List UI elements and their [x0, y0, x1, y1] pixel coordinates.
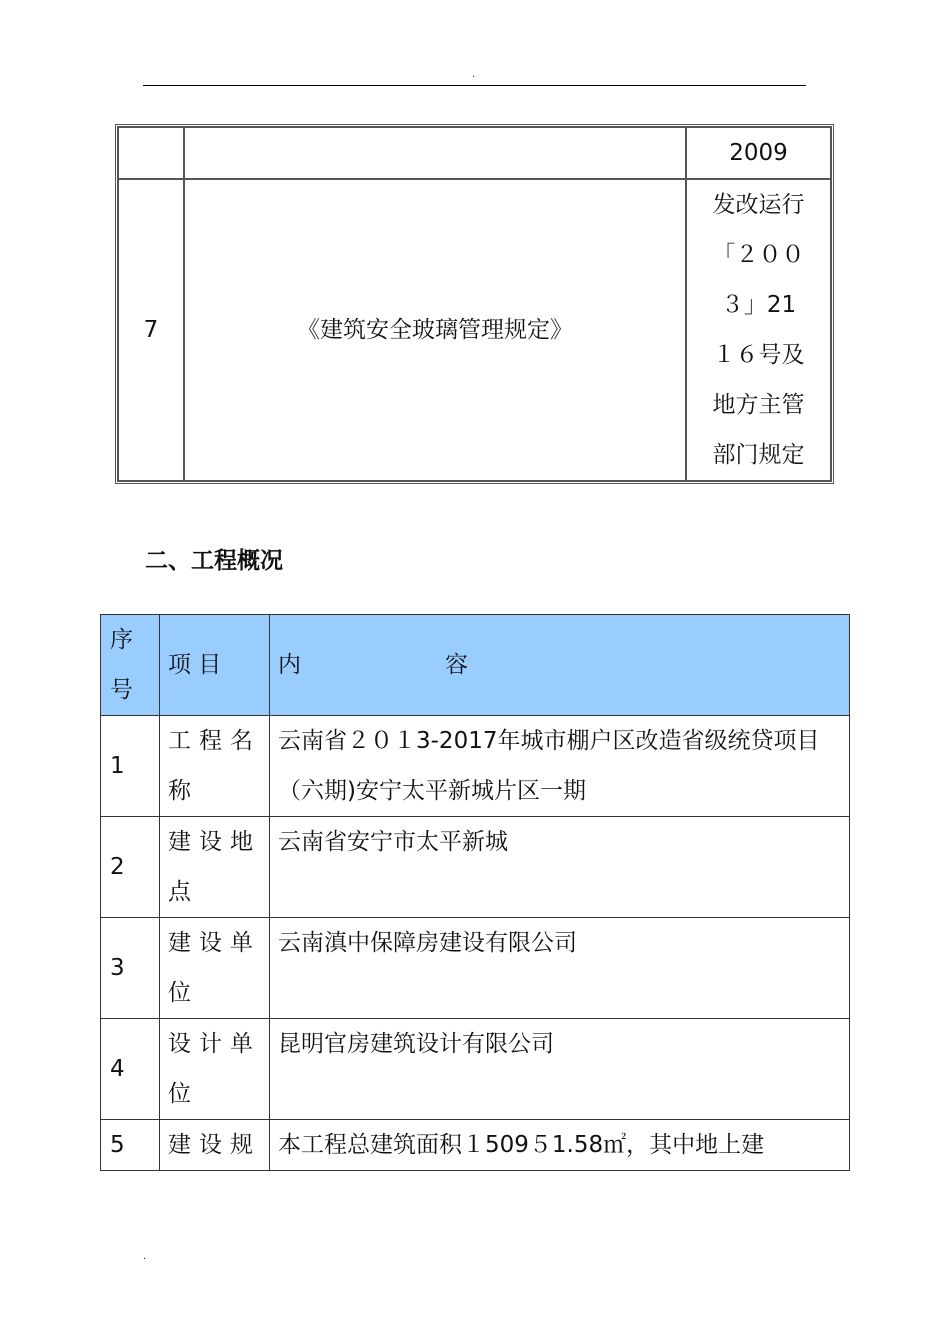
table-row	[101, 716, 850, 817]
doc-line: 2009	[729, 140, 788, 166]
header-item: 项 目	[160, 615, 270, 716]
row-content: 云南省２０１3-2017年城市棚户区改造省级统贷项目（六期)安宁太平新城片区一期	[270, 716, 850, 817]
row-item: 设计单位	[160, 1019, 270, 1120]
doc-line: 发改运行	[712, 192, 805, 218]
regulation-name	[184, 127, 686, 179]
section-title: 二、工程概况	[145, 548, 283, 574]
row-number: 3	[101, 918, 160, 1019]
doc-line: 部门规定	[712, 442, 805, 468]
row-number: 4	[101, 1019, 160, 1120]
row-number: 5	[101, 1120, 160, 1171]
doc-line: １６号及	[712, 342, 805, 368]
row-item: 建设单位	[160, 918, 270, 1019]
regulation-name: 《建筑安全玻璃管理规定》	[184, 179, 686, 481]
header-content-right: 容	[445, 652, 468, 678]
regulation-doc	[686, 127, 831, 179]
row-number: 7	[118, 179, 184, 481]
table-row	[101, 918, 850, 1019]
regulation-doc	[686, 179, 831, 481]
header-rule	[143, 85, 806, 86]
row-content: 云南滇中保障房建设有限公司	[270, 918, 850, 1019]
regulations-table-continued	[115, 124, 834, 484]
row-item: 工程名称	[160, 716, 270, 817]
table-row	[101, 1120, 850, 1171]
table-row	[101, 817, 850, 918]
row-item: 建设地点	[160, 817, 270, 918]
table-header-row	[101, 615, 850, 716]
doc-line: 「２００	[712, 242, 805, 268]
table-row	[101, 1019, 850, 1120]
header-no: 序号	[101, 615, 160, 716]
row-content: 本工程总建筑面积１509５1.58㎡，其中地上建	[270, 1120, 850, 1171]
header-content	[270, 615, 850, 716]
table-row	[118, 127, 831, 179]
footer-mark: .	[143, 1251, 147, 1262]
doc-line: ３」21	[720, 292, 797, 318]
row-item: 建设规	[160, 1120, 270, 1171]
table-row	[118, 179, 831, 481]
row-content: 昆明官房建筑设计有限公司	[270, 1019, 850, 1120]
row-number: 2	[101, 817, 160, 918]
row-content: 云南省安宁市太平新城	[270, 817, 850, 918]
row-number	[118, 127, 184, 179]
header-mark: .	[472, 69, 476, 80]
row-number: 1	[101, 716, 160, 817]
doc-line: 地方主管	[712, 392, 805, 418]
project-overview-table	[100, 614, 850, 1171]
header-content-left: 内	[278, 652, 301, 678]
